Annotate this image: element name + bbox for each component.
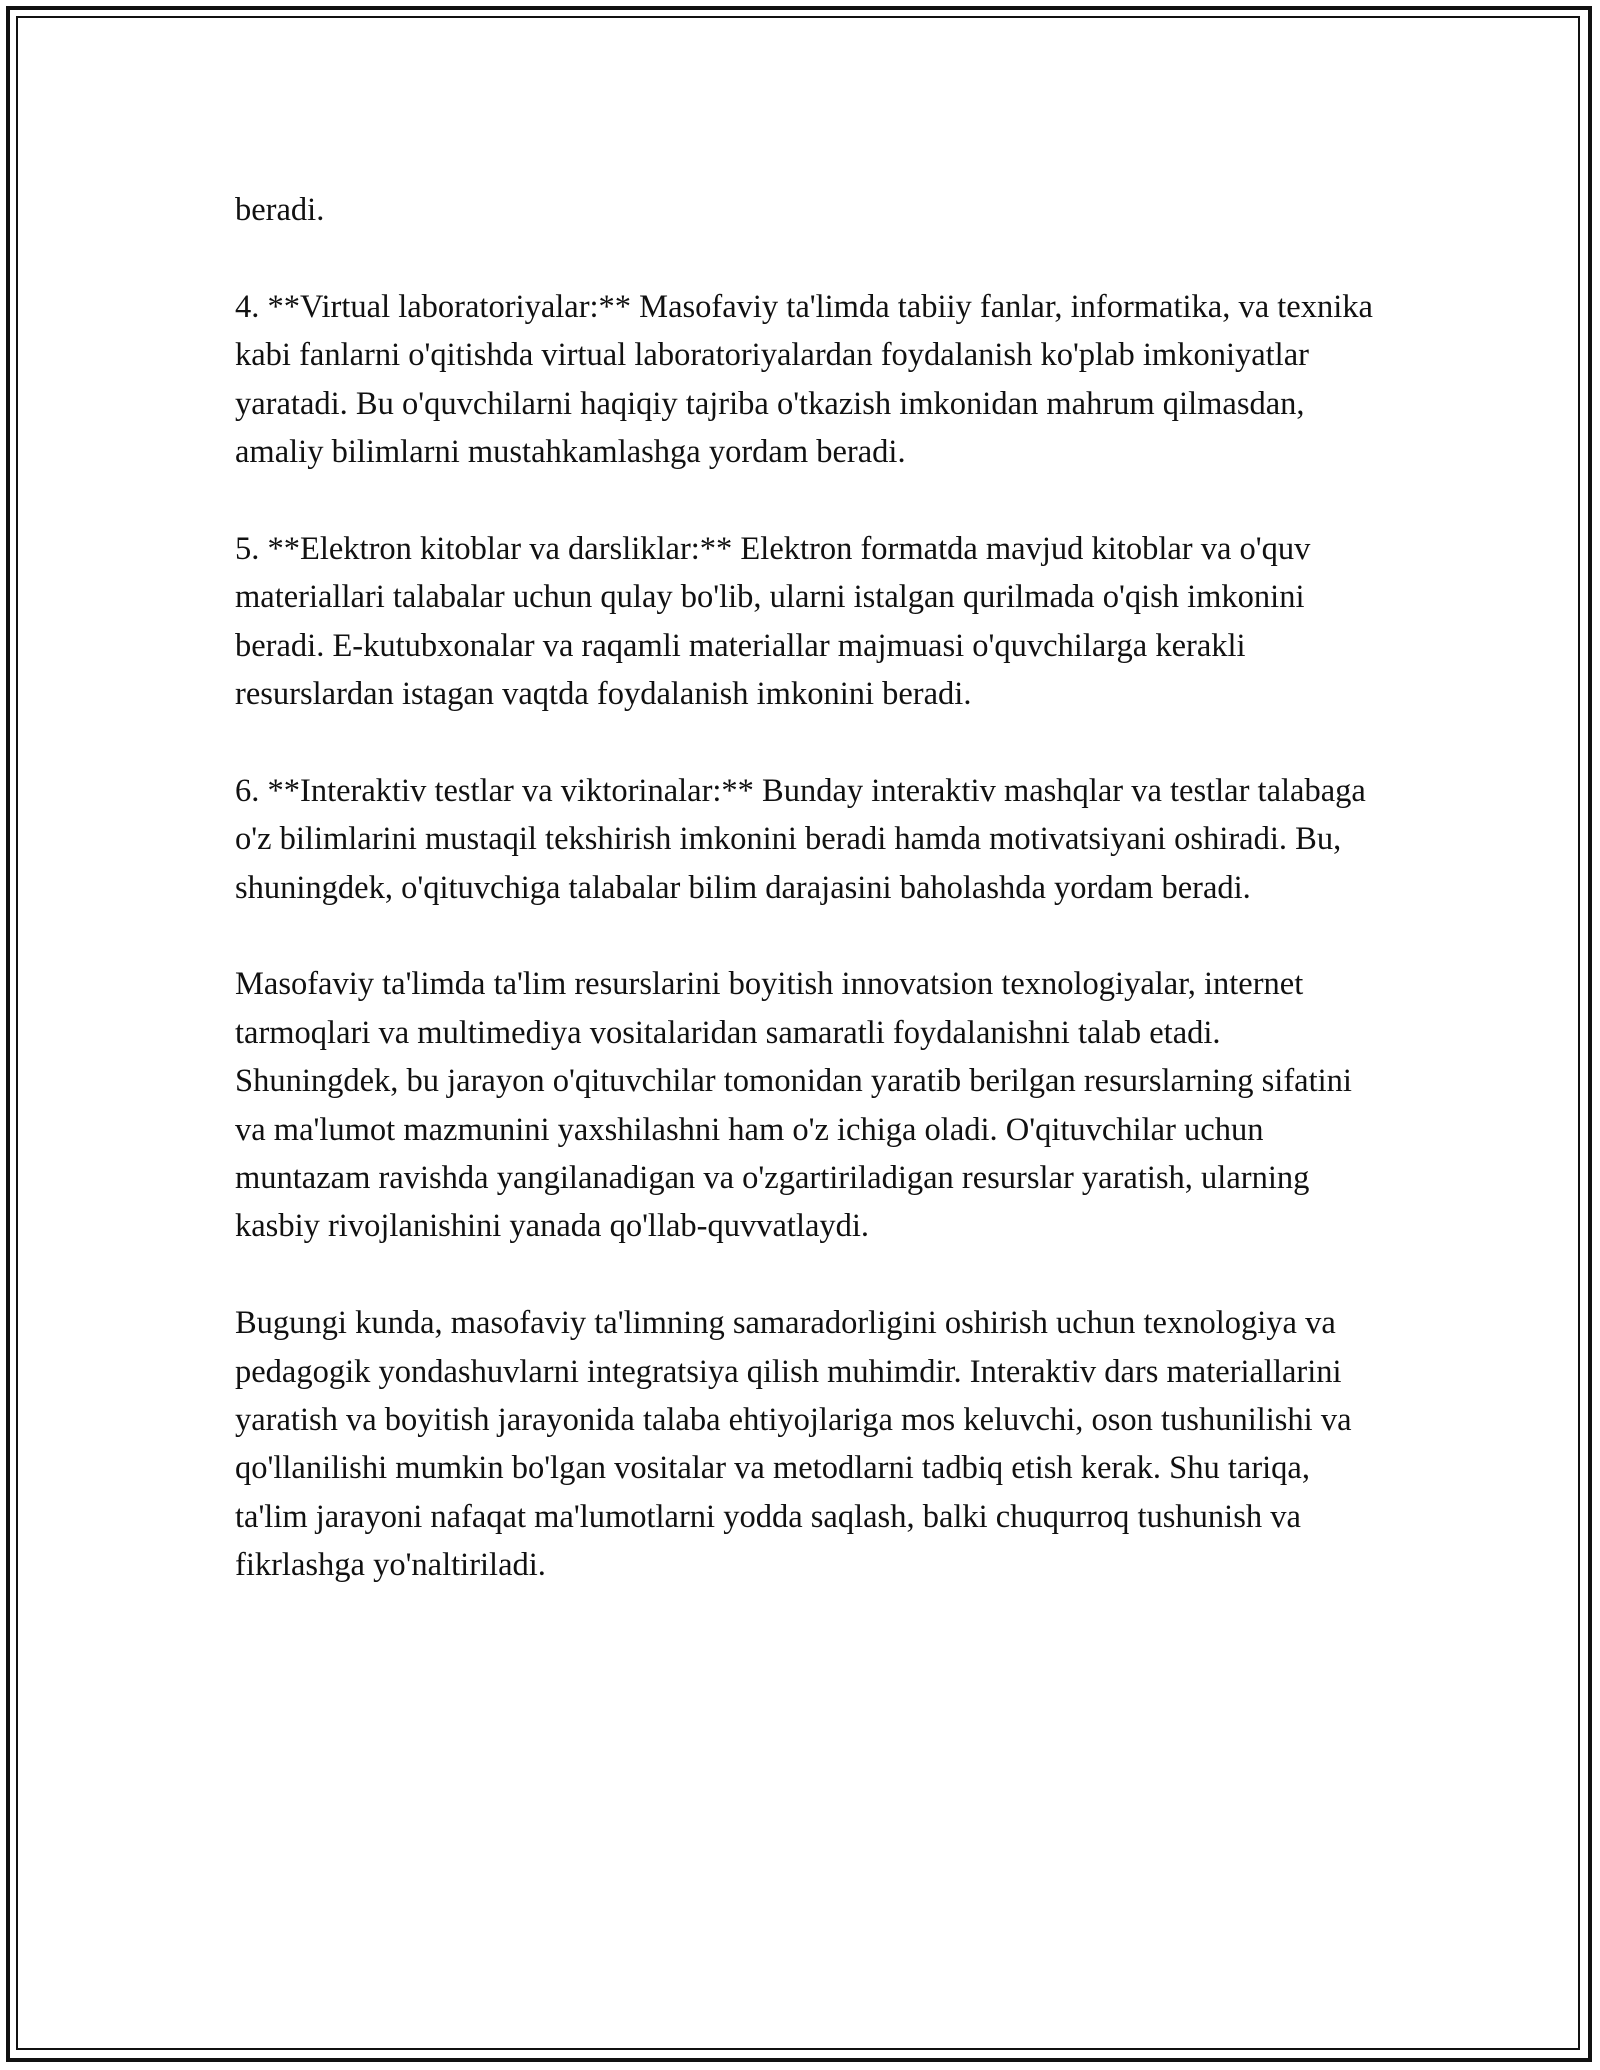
paragraph-conclusion: Bugungi kunda, masofaviy ta'limning samaradorligini oshirish uchun texnologiya va pedagogik yondashuvlarni integratsiya qilish muhimdir. Interaktiv dars materiallarini yaratish va boyitish jarayonida talaba ehtiyojlariga mos keluvchi, oson tushunilishi va qo'llanilishi mumkin bo'lgan vositalar va metodlarni tadbiq etish kerak. Shu tariqa, ta'lim jarayoni nafaqat ma'lumotlarni yodda saqlash, balki chuqurroq tushunish va fikrlashga yo'naltiriladi. (235, 1305, 1352, 1584)
paragraph-electronic-books: 5. **Elektron kitoblar va darsliklar:** Elektron formatda mavjud kitoblar va o'quv materiallari talabalar uchun qulay bo'lib, ularni istalgan qurilmada o'qish imkonini beradi. E-kutubxonalar va raqamli materiallar majmuasi o'quvchilarga kerakli resurslardan istagan vaqtda foydalanish imkonini beradi. (235, 530, 1311, 713)
paragraph-interactive-tests: 6. **Interaktiv testlar va viktorinalar:** Bunday interaktiv mashqlar va testlar talabaga o'z bilimlarini mustaqil tekshirish imkonini beradi hamda motivatsiyani oshiradi. Bu, shuningdek, o'qituvchiga talabalar bilim darajasini baholashda yordam beradi. (235, 772, 1366, 906)
paragraph-virtual-labs: 4. **Virtual laboratoriyalar:** Masofaviy ta'limda tabiiy fanlar, informatika, va texnika kabi fanlarni o'qitishda virtual laboratoriyalardan foydalanish ko'plab imkoniyatlar yaratadi. Bu o'quvchilarni haqiqiy tajriba o'tkazish imkonidan mahrum qilmasdan, amaliy bilimlarni mustahkamlashga yordam beradi. (235, 288, 1373, 471)
paragraph-continuation: beradi. (235, 192, 325, 228)
document-body (235, 186, 1390, 1638)
paragraph-resource-enrichment: Masofaviy ta'limda ta'lim resurslarini boyitish innovatsion texnologiyalar, internet tarmoqlari va multimediya vositalaridan samaratli foydalanishni talab etadi. Shuningdek, bu jarayon o'qituvchilar tomonidan yaratib berilgan resurslarning sifatini va ma'lumot mazmunini yaxshilashni ham o'z ichiga oladi. O'qituvchilar uchun muntazam ravishda yangilanadigan va o'zgartiriladigan resurslar yaratish, ularning kasbiy rivojlanishini yanada qo'llab-quvvatlaydi. (235, 966, 1352, 1245)
